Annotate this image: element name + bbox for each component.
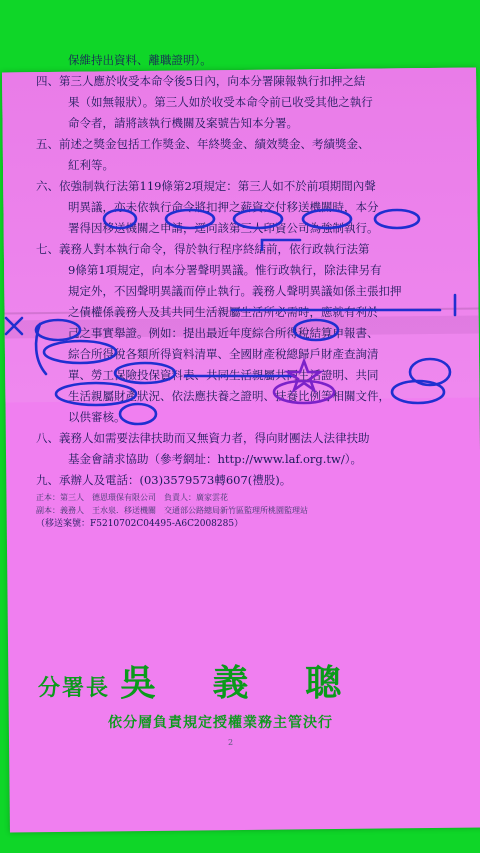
text-line: 綜合所得稅各類所得資料清單、全國財產稅總歸戶財產查詢清: [68, 347, 379, 361]
original-copy-line: 正本：第三人 德恩環保有限公司 負責人：廣家雲花: [36, 493, 228, 502]
text-line: 保維持出資料、離職證明）。: [68, 53, 212, 67]
text-line: 之債權係義務人及其共同生活親屬生活所必需時，應就有利於: [68, 305, 379, 319]
signature-stamp: [38, 655, 438, 732]
signature-title: 分署長: [38, 675, 111, 701]
page-number: 2: [228, 738, 234, 747]
text-line: 七、義務人對本執行命令，得於執行程序終結前，依行政執行法第: [36, 242, 370, 256]
text-line: 五、前述之獎金包括工作獎金、年終獎金、績效獎金、考績獎金、: [36, 137, 370, 151]
signature-name: 吳 義 聰: [120, 662, 364, 704]
text-line: 命令者，請將該執行機關及案號告知本分署。: [68, 116, 298, 130]
duplicate-copy-line: 副本：義務人 王水泉．移送機關 交通部公路總局新竹區監理所桃園監理站: [36, 506, 308, 515]
document-body: [36, 50, 444, 531]
signature-name-line: [38, 655, 438, 706]
text-line: 紅利等。: [68, 158, 114, 172]
text-line: 生活親屬財產狀況、依法應扶養之證明、扶養比例等相關文件，: [68, 389, 390, 403]
signature-subtitle: 依分層負責規定授權業務主管決行: [108, 715, 333, 731]
text-line: 9條第1項規定，向本分署聲明異議。惟行政執行，除法律另有: [68, 263, 382, 277]
text-line: 果（如無報狀）。第三人如於收受本命令前已收受其他之執行: [68, 95, 373, 109]
text-line: 己之事實舉證。例如：提出最近年度綜合所得稅結算申報書、: [68, 326, 379, 340]
text-line: 四、第三人應於收受本命令後5日內，向本分署陳報執行扣押之結: [36, 74, 366, 88]
text-line: 單、勞工保險投保資料表、共同生活親屬共同生活證明、共同: [68, 368, 379, 382]
text-line: 六、依強制執行法第119條第2項規定：第三人如不於前項期間內聲: [36, 179, 376, 193]
text-line: 以供審核。: [68, 410, 126, 424]
text-line: 規定外，不因聲明異議而停止執行。義務人聲明異議如係主張扣押: [68, 284, 402, 298]
text-line: 八、義務人如需要法律扶助而又無資力者，得向財團法人法律扶助: [36, 431, 370, 445]
case-code: （移送案號：F5210702C04495-A6C2008285）: [36, 519, 244, 529]
text-line: 署得因移送機關之申請，逕向該第三人印資公司為強制執行。: [68, 221, 379, 235]
text-line: 基金會請求協助（參考網址：http://www.laf.org.tw/）。: [68, 452, 363, 466]
text-line: 明異議，亦未依執行命令將扣押之薪資交付移送機關時，本分: [68, 200, 379, 214]
text-line: 九、承辦人及電話：(03)3579573轉607(禮股)。: [36, 473, 292, 487]
